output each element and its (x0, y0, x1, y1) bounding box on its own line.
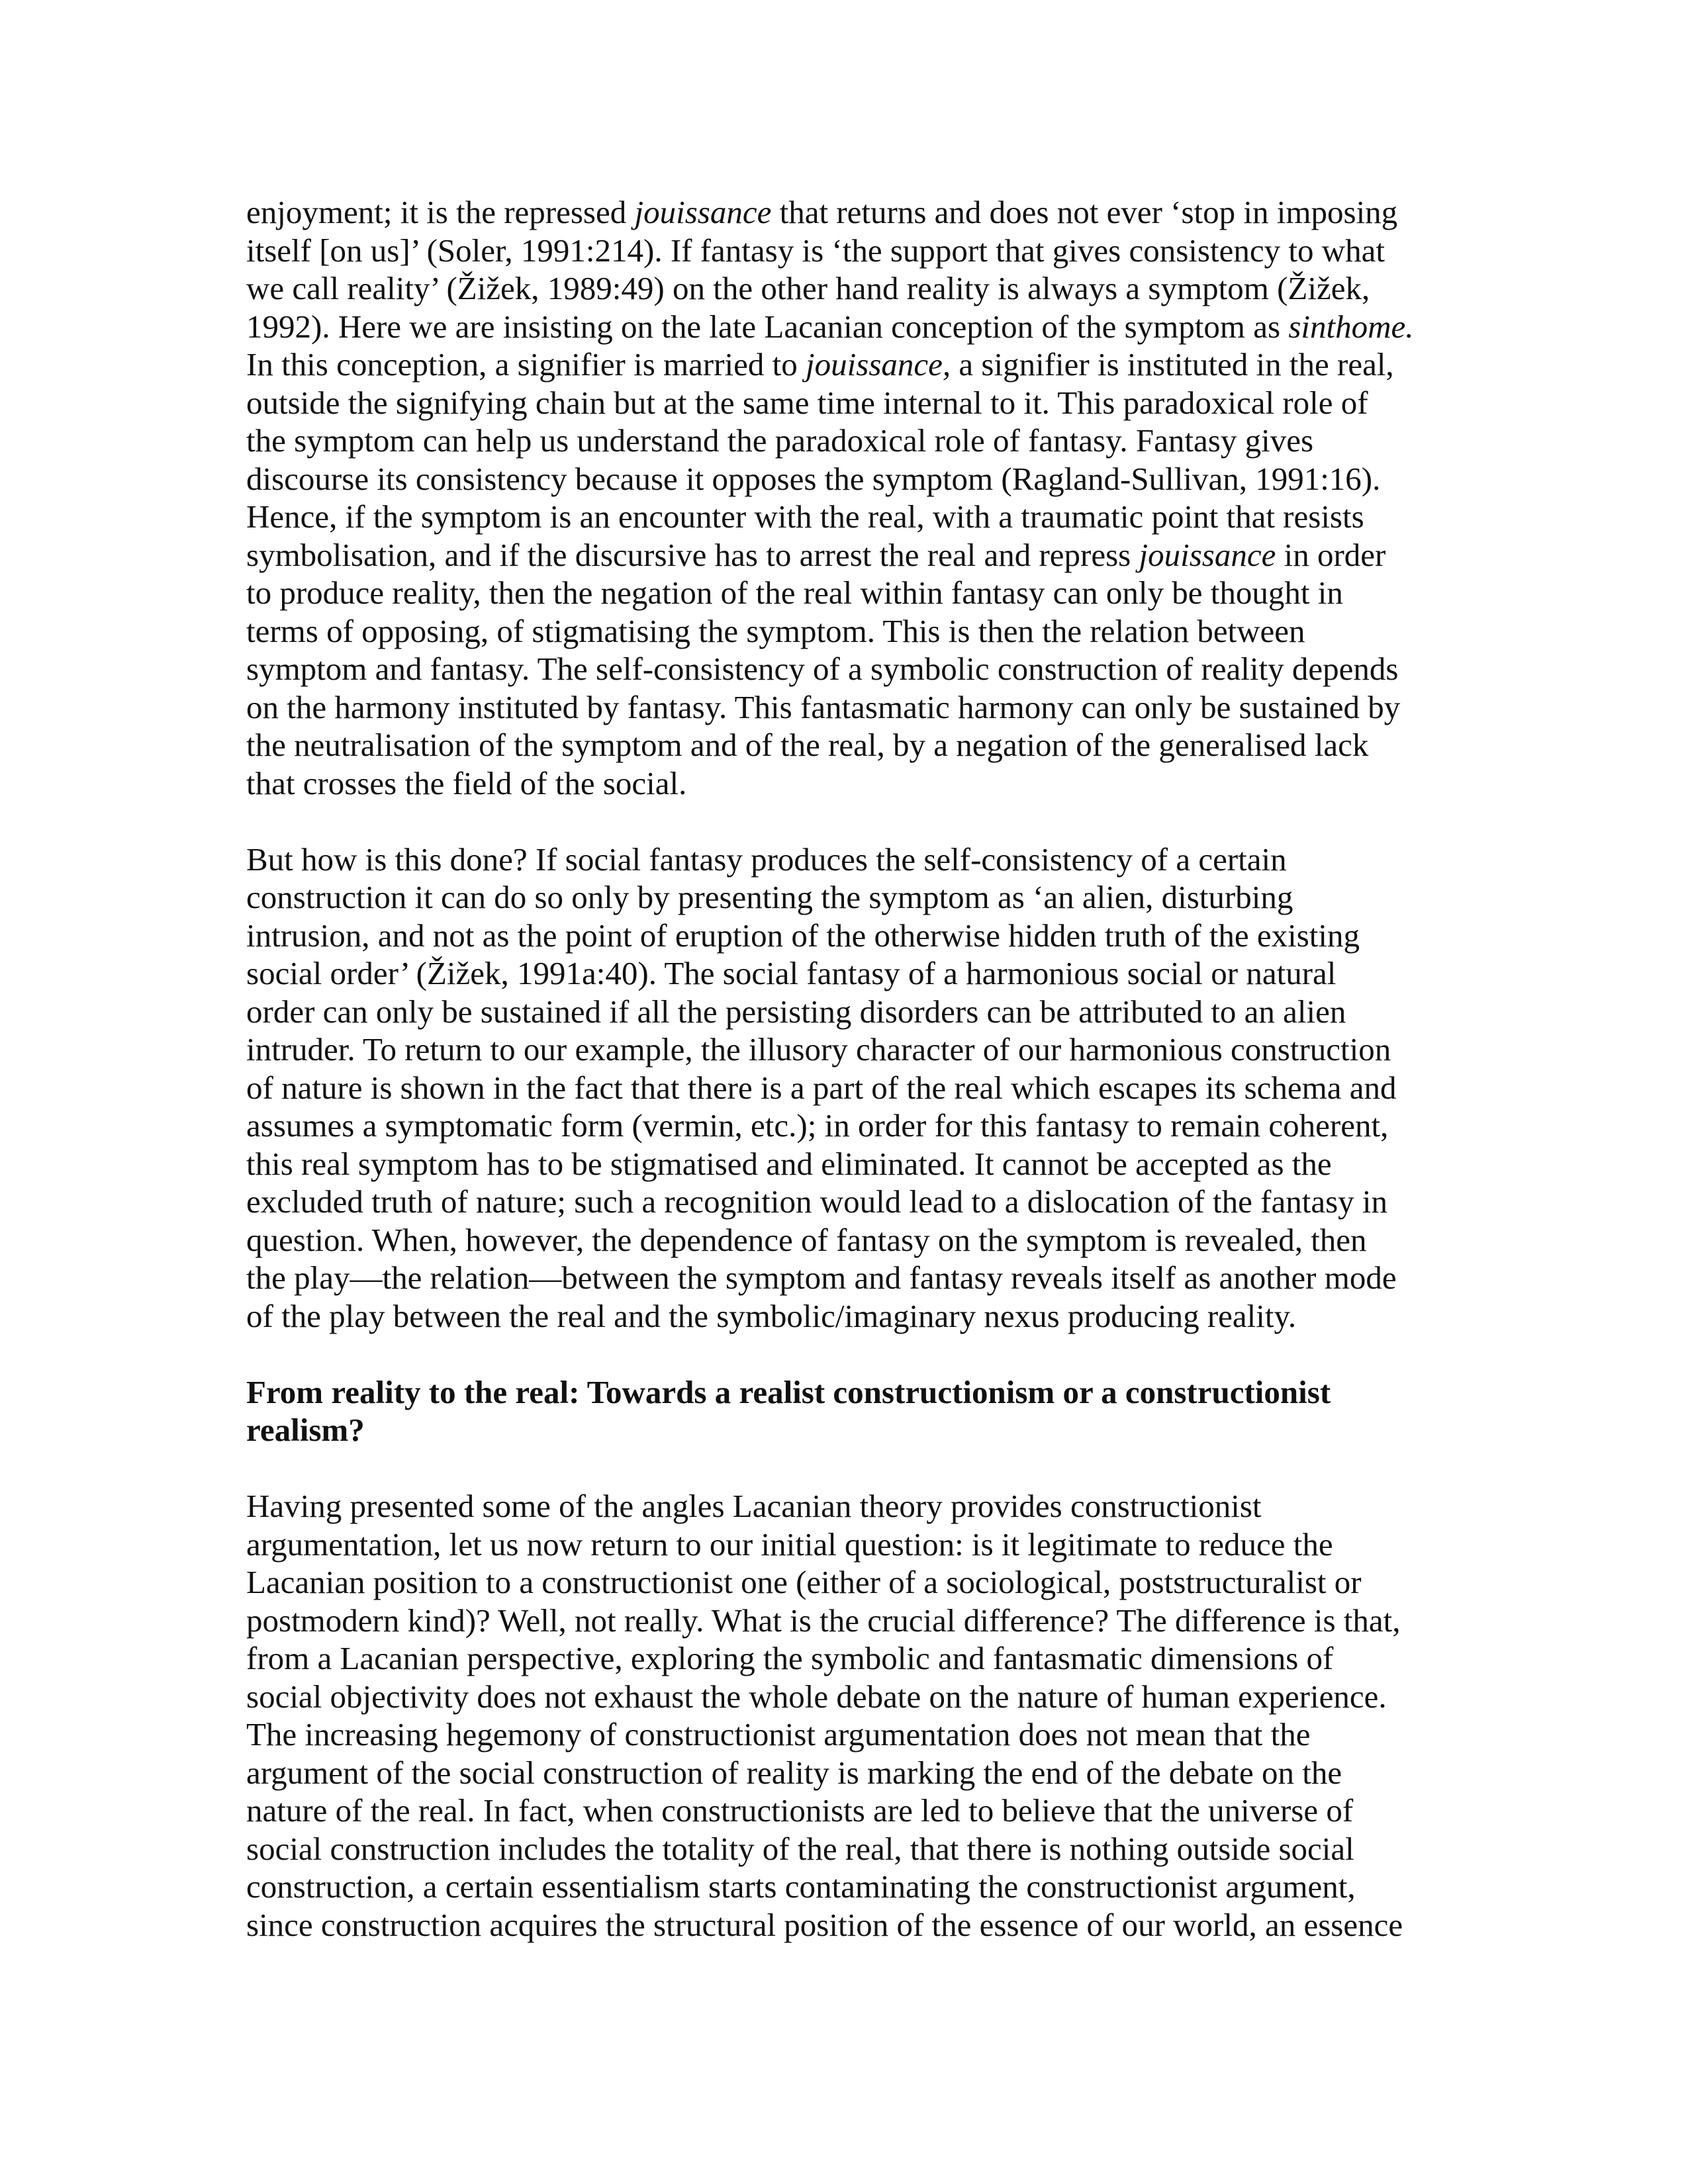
text-line (246, 1602, 1438, 1640)
paragraph-3 (246, 1487, 1438, 1944)
text-run: construction, a certain essentialism starts contaminating the constructionist argument, (246, 1868, 1356, 1905)
text-run: social order’ (Žižek, 1991a:40). The social fantasy of a harmonious social or natural (246, 955, 1336, 991)
text-run: since construction acquires the structural position of the essence of our world, an essence (246, 1906, 1403, 1943)
text-line (246, 1107, 1438, 1145)
paragraph-gap (246, 1335, 1438, 1373)
text-line (246, 1792, 1438, 1830)
text-run: jouissance (634, 194, 772, 230)
text-line (246, 422, 1438, 460)
text-run: argument of the social construction of reality is marking the end of the debate on the (246, 1754, 1342, 1791)
text-run: to produce reality, then the negation of the real within fantasy can only be thought in (246, 574, 1343, 611)
text-line (246, 612, 1438, 651)
text-run: 1992). Here we are insisting on the late Lacanian conception of the symptom as (246, 308, 1289, 345)
text-line (246, 1373, 1438, 1412)
text-line (246, 954, 1438, 993)
text-run: assumes a symptomatic form (vermin, etc.); in order for this fantasy to remain coherent, (246, 1107, 1389, 1144)
text-run: In this conception, a signifier is married to (246, 346, 806, 383)
text-run: this real symptom has to be stigmatised and eliminated. It cannot be accepted as the (246, 1145, 1332, 1182)
text-run: the neutralisation of the symptom and of the real, by a negation of the generalised lack (246, 727, 1369, 763)
section-heading (246, 1373, 1438, 1449)
text-line (246, 1145, 1438, 1183)
text-run: that crosses the field of the social. (246, 764, 687, 801)
text-run: itself [on us]’ (Soler, 1991:214). If fantasy is ‘the support that gives consistency to what (246, 232, 1385, 269)
text-run: jouissance (1139, 536, 1276, 573)
text-run: terms of opposing, of stigmatising the symptom. This is then the relation between (246, 612, 1305, 649)
text-run: of nature is shown in the fact that there is a part of the real which escapes its schema and (246, 1069, 1397, 1106)
text-run: intruder. To return to our example, the illusory character of our harmonious construction (246, 1031, 1391, 1068)
text-line (246, 574, 1438, 612)
text-line (246, 917, 1438, 955)
paragraph-1 (246, 193, 1438, 802)
text-line (246, 688, 1438, 727)
text-run: enjoyment; it is the repressed (246, 194, 635, 230)
text-run: order can only be sustained if all the persisting disorders can be attributed to an alien (246, 993, 1346, 1030)
text-run: intrusion, and not as the point of eruption of the otherwise hidden truth of the existing (246, 917, 1360, 954)
text-run: outside the signifying chain but at the same time internal to it. This paradoxical role of (246, 384, 1368, 421)
text-line (246, 1487, 1438, 1525)
text-line (246, 764, 1438, 803)
text-line (246, 1906, 1438, 1944)
text-run: in order (1276, 536, 1386, 573)
text-run: argumentation, let us now return to our initial question: is it legitimate to reduce the (246, 1525, 1333, 1563)
text-line (246, 1069, 1438, 1107)
text-line (246, 1525, 1438, 1564)
text-line (246, 460, 1438, 498)
text-run: Hence, if the symptom is an encounter with the real, with a traumatic point that resists (246, 498, 1364, 535)
text-line (246, 1639, 1438, 1678)
text-line (246, 193, 1438, 232)
text-run: postmodern kind)? Well, not really. What is the crucial difference? The difference is that, (246, 1602, 1401, 1639)
text-run: realism? (246, 1412, 365, 1448)
text-run: the play—the relation—between the symptom and fantasy reveals itself as another mode (246, 1259, 1397, 1296)
text-run: Lacanian position to a constructionist one (either of a sociological, poststructuralist or (246, 1564, 1362, 1600)
text-line (246, 1221, 1438, 1259)
text-line (246, 650, 1438, 688)
paragraph-gap (246, 802, 1438, 841)
text-line (246, 232, 1438, 270)
text-run: discourse its consistency because it opposes the symptom (Ragland-Sullivan, 1991:16). (246, 460, 1381, 497)
text-run: excluded truth of nature; such a recognition would lead to a dislocation of the fantasy in (246, 1183, 1388, 1220)
text-run: construction it can do so only by presenting the symptom as ‘an alien, disturbing (246, 879, 1293, 915)
text-line (246, 498, 1438, 536)
text-line (246, 384, 1438, 422)
text-run: on the harmony instituted by fantasy. This fantasmatic harmony can only be sustained by (246, 688, 1401, 725)
text-run: we call reality’ (Žižek, 1989:49) on the other hand reality is always a symptom (Žižek, (246, 270, 1370, 306)
text-run: social construction includes the totality of the real, that there is nothing outside social (246, 1830, 1354, 1867)
text-run: But how is this done? If social fantasy produces the self-consistency of a certain (246, 841, 1287, 878)
text-line (246, 1678, 1438, 1716)
text-line (246, 269, 1438, 308)
text-line (246, 841, 1438, 879)
text-run: jouissance, (806, 346, 951, 383)
text-line (246, 1030, 1438, 1069)
text-run: that returns and does not ever ‘stop in imposing (771, 194, 1398, 230)
document-body (246, 193, 1438, 1944)
paragraph-2 (246, 841, 1438, 1336)
text-run: symbolisation, and if the discursive has to arrest the real and repress (246, 536, 1139, 573)
text-run: a signifier is instituted in the real, (951, 346, 1394, 383)
text-line (246, 536, 1438, 574)
text-run: symptom and fantasy. The self-consistency of a symbolic construction of reality depends (246, 651, 1399, 687)
text-line (246, 1183, 1438, 1221)
text-line (246, 308, 1438, 346)
text-line (246, 1868, 1438, 1906)
text-line (246, 1297, 1438, 1336)
text-run: From reality to the real: Towards a realist constructionism or a constructionist (246, 1373, 1331, 1410)
text-run: nature of the real. In fact, when constructionists are led to believe that the universe of (246, 1792, 1354, 1829)
text-run: social objectivity does not exhaust the whole debate on the nature of human experience. (246, 1678, 1387, 1715)
text-line (246, 1830, 1438, 1868)
text-line (246, 1715, 1438, 1754)
text-line (246, 345, 1438, 384)
text-line (246, 726, 1438, 764)
text-run: sinthome. (1288, 308, 1414, 345)
text-line (246, 1754, 1438, 1792)
text-run: The increasing hegemony of constructionist argumentation does not mean that the (246, 1716, 1311, 1752)
text-run: from a Lacanian perspective, exploring the symbolic and fantasmatic dimensions of (246, 1640, 1334, 1676)
paragraph-gap (246, 1449, 1438, 1488)
text-line (246, 1259, 1438, 1297)
text-line (246, 993, 1438, 1031)
text-run: question. When, however, the dependence of fantasy on the symptom is revealed, then (246, 1221, 1367, 1258)
text-line (246, 1563, 1438, 1602)
text-run: Having presented some of the angles Lacanian theory provides constructionist (246, 1488, 1262, 1524)
text-line (246, 878, 1438, 917)
text-line (246, 1411, 1438, 1449)
text-run: the symptom can help us understand the paradoxical role of fantasy. Fantasy gives (246, 422, 1314, 459)
text-run: of the play between the real and the symbolic/imaginary nexus producing reality. (246, 1297, 1297, 1334)
